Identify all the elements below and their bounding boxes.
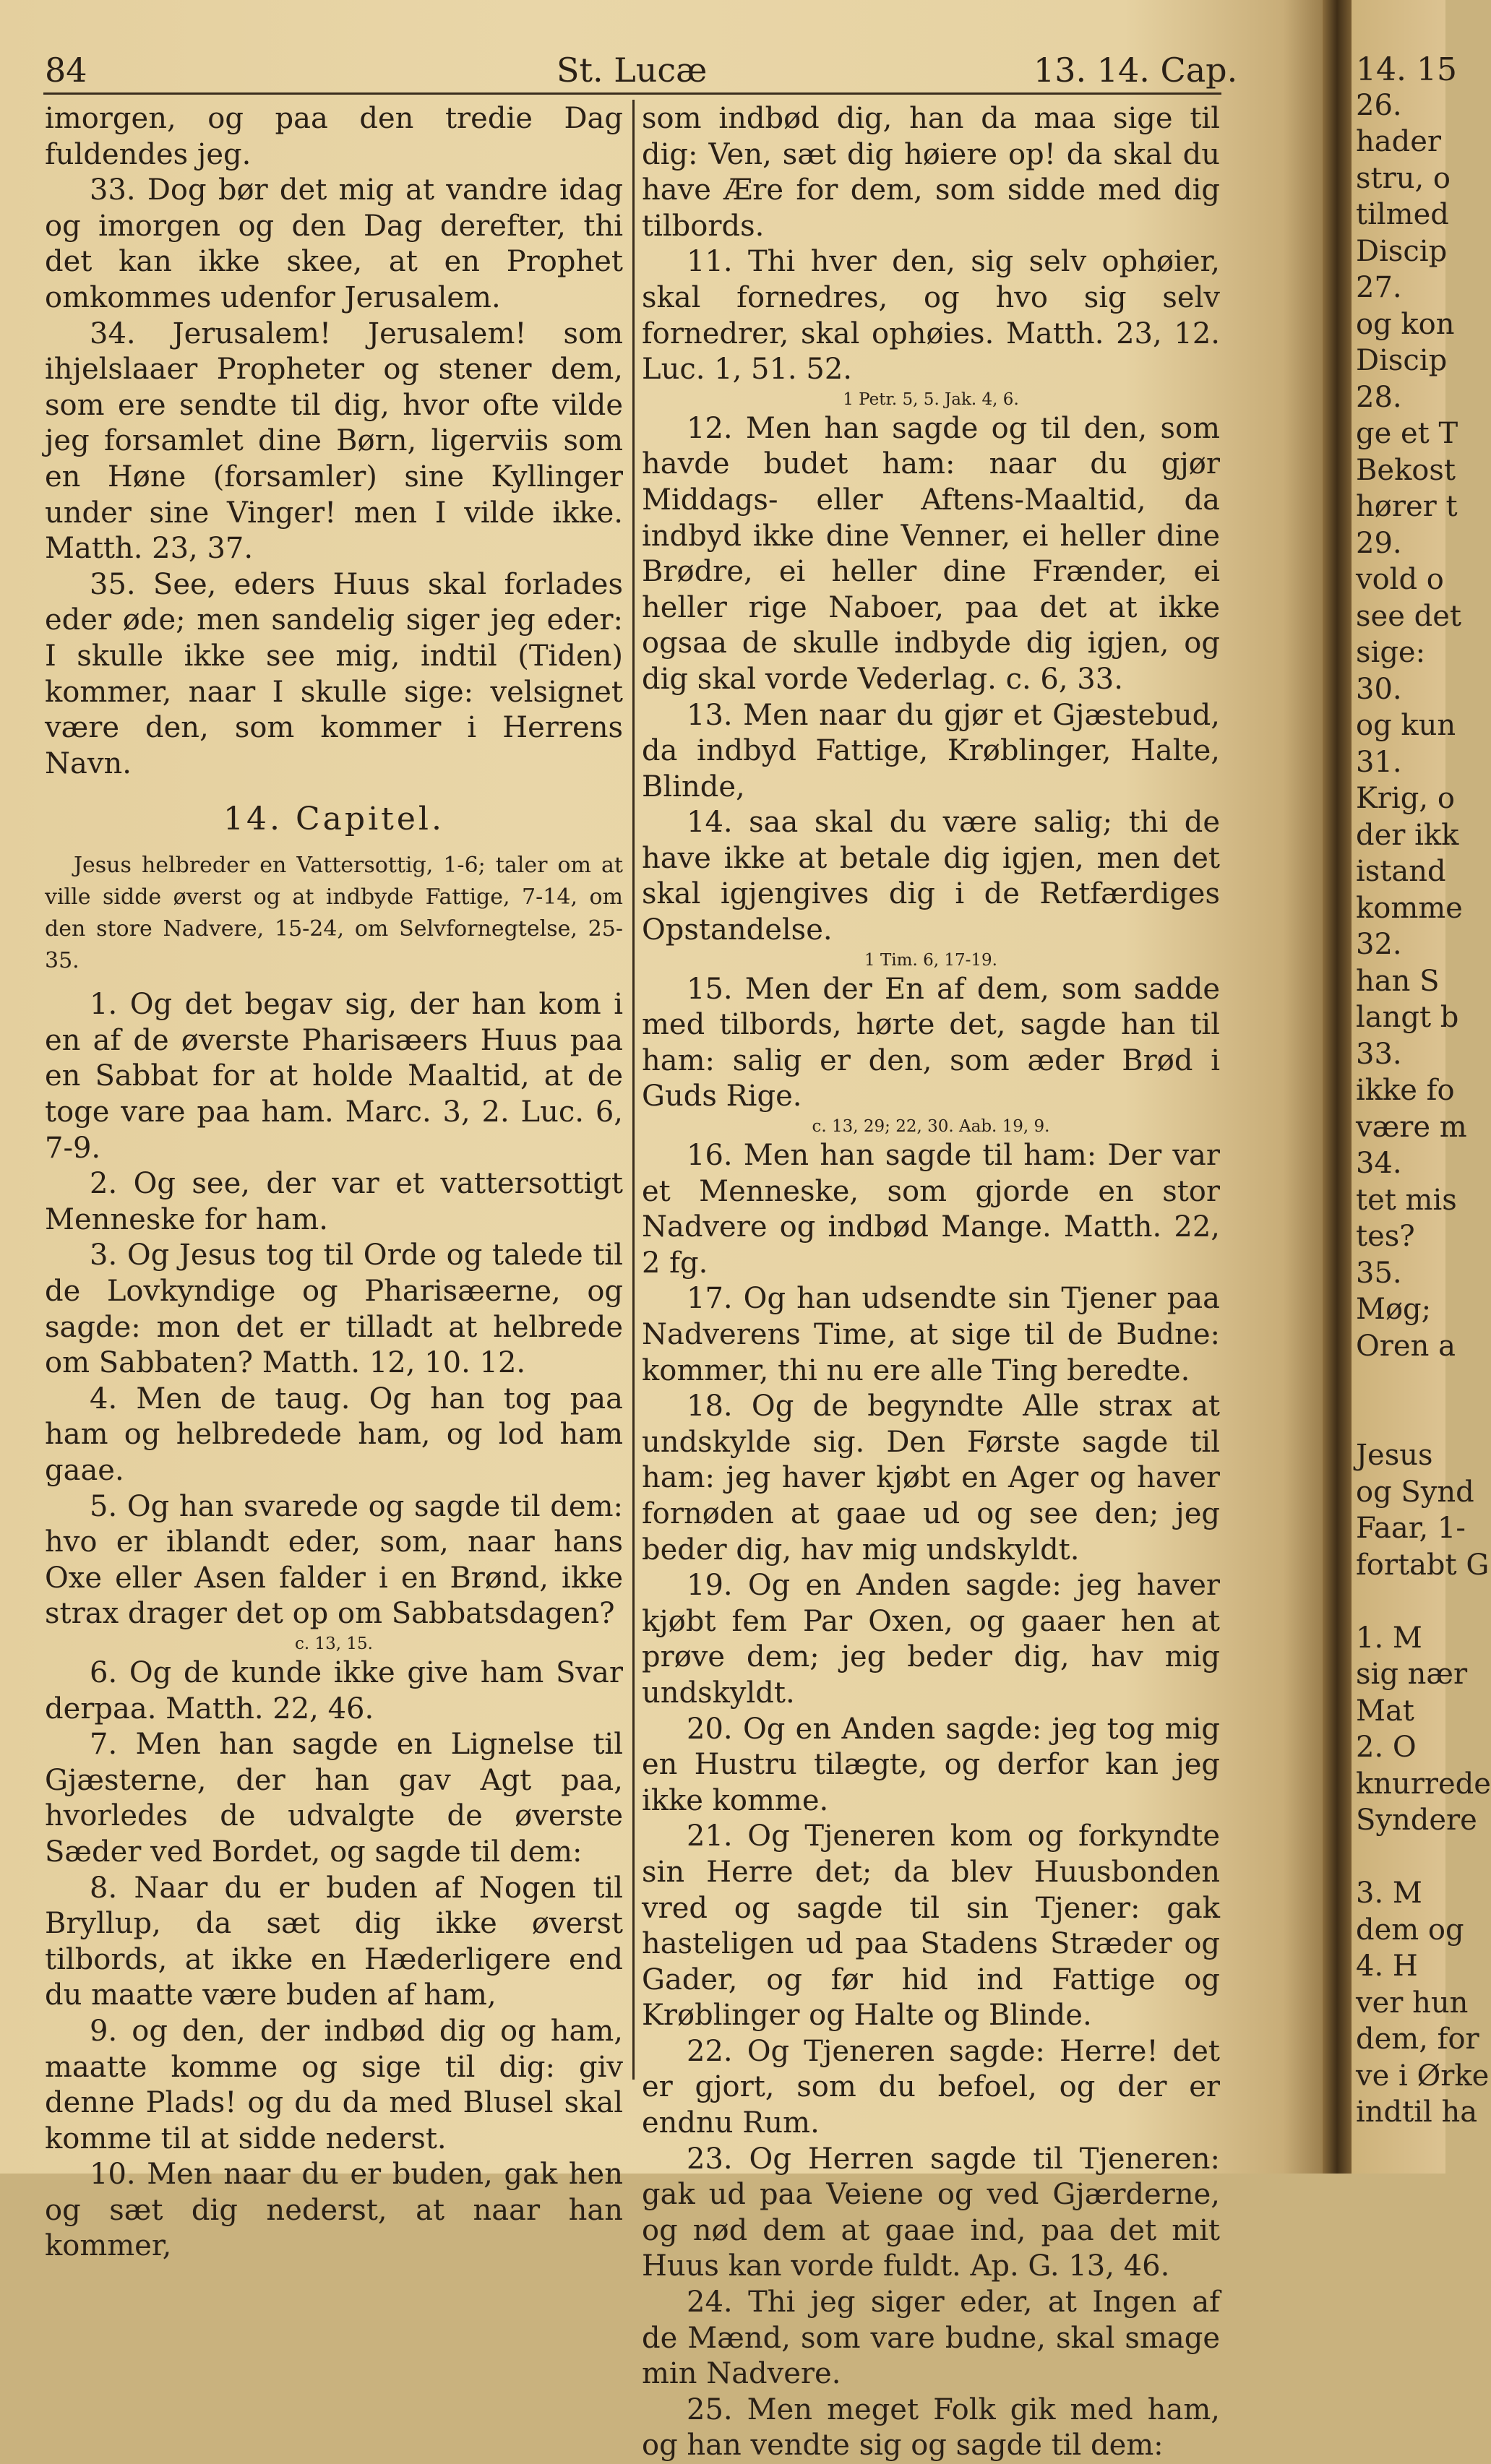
- next-page-line: indtil ha: [1356, 2095, 1478, 2129]
- verse: 22. Og Tjeneren sagde: Herre! det er gjort, som du befoel, og der er endnu Rum.: [642, 2034, 1220, 2140]
- verse: 33. Dog bør det mig at vandre idag og imorgen og den Dag derefter, thi det kan ikke skee, at en Prophet omkommes udenfor Jerusalem.: [45, 173, 623, 314]
- verse: 6. Og de kunde ikke give ham Svar derpaa. Matth. 22, 46.: [45, 1655, 623, 1726]
- cross-reference: c. 13, 29; 22, 30. Aab. 19, 9.: [812, 1117, 1050, 1137]
- next-page-line: fortabt G: [1356, 1548, 1490, 1582]
- verse: 34. Jerusalem! Jerusalem! som ihjelslaaer Propheter og stener dem, som ere sendte til dig, hvor ofte vilde jeg forsamlet dine Børn, ligerviis som en Høne (forsamler) sine Kyllinger under sine Vinger! men I vilde ikke. Matth. 23, 37.: [45, 316, 623, 566]
- next-page-line: være m: [1356, 1110, 1467, 1144]
- verse: 5. Og han svarede og sagde til dem: hvo er iblandt eder, som, naar hans Oxe eller Asen falder i en Brønd, ikke strax drager det op om Sabbatsdagen?: [45, 1489, 623, 1631]
- next-page-line: og Synd: [1356, 1475, 1474, 1509]
- next-page-line: han S: [1356, 964, 1440, 998]
- next-page-edge: [1352, 0, 1491, 2174]
- next-page-line: 32.: [1356, 928, 1402, 961]
- next-page-line: tet mis: [1356, 1183, 1457, 1217]
- left-column: [45, 101, 623, 2265]
- verse: 4. Men de taug. Og han tog paa ham og helbredede ham, og lod ham gaae.: [45, 1382, 623, 1487]
- running-head-book: St. Lucæ: [557, 51, 708, 90]
- next-page-line: og kon: [1356, 307, 1455, 341]
- next-page-line: 2. O: [1356, 1731, 1417, 1764]
- book-gutter: [1323, 0, 1352, 2174]
- cross-reference: c. 13, 15.: [295, 1634, 373, 1653]
- next-page-line: 3. M: [1356, 1877, 1422, 1910]
- next-page-line: 4. H: [1356, 1950, 1418, 1983]
- next-page-line: Faar, 1-: [1356, 1512, 1466, 1545]
- cross-reference: 1 Petr. 5, 5. Jak. 4, 6.: [843, 389, 1019, 409]
- verse: 24. Thi jeg siger eder, at Ingen af de Mænd, som vare budne, skal smage min Nadvere.: [642, 2286, 1220, 2391]
- chapter-summary: Jesus helbreder en Vattersottig, 1-6; taler om at ville sidde øverst og at indbyde Fattige, 7-14, om den store Nadvere, 15-24, om Selvfornegtelse, 25-35.: [45, 853, 623, 974]
- next-page-line: 33.: [1356, 1037, 1402, 1071]
- next-page-line: ikke fo: [1356, 1074, 1455, 1107]
- header-rule: [43, 92, 1221, 95]
- verse: 21. Og Tjeneren kom og forkyndte sin Herre det; da blev Huusbonden vred og sagde til sin Tjener: gak hasteligen ud paa Stadens Stræder og Gader, og før hid ind Fattige og Krøblinger og Halte og Blinde.: [642, 1819, 1220, 2033]
- next-page-line: vold o: [1356, 563, 1444, 596]
- next-page-line: 1. M: [1356, 1621, 1422, 1655]
- next-page-line: istand: [1356, 855, 1446, 888]
- next-page-line: dem og: [1356, 1913, 1464, 1947]
- next-page-line: [1352, 1401, 1445, 1438]
- next-page-line: hader: [1356, 125, 1442, 158]
- next-page-line: 31.: [1356, 745, 1402, 779]
- cross-reference: 1 Tim. 6, 17-19.: [864, 950, 997, 970]
- next-page-line: sig nær: [1356, 1658, 1468, 1691]
- next-page-line: 26.: [1356, 88, 1402, 122]
- verse: imorgen, og paa den tredie Dag fuldendes jeg.: [45, 102, 623, 171]
- next-page-line: 30.: [1356, 672, 1402, 706]
- next-page-line: tes?: [1356, 1220, 1415, 1253]
- verse: 23. Og Herren sagde til Tjeneren: gak ud paa Veiene og ved Gjærderne, og nød dem at gaae ind, paa det mit Huus kan vorde fuldt. Ap. G. 13, 46.: [642, 2142, 1220, 2283]
- verse: 12. Men han sagde og til den, som havde budet ham: naar du gjør Middags- eller Aftens-Maaltid, da indbyd ikke dine Venner, ei heller dine Brødre, ei heller dine Frænder, ei heller rige Naboer, paa det at ikke ogsaa de skulle indbyde dig igjen, og dig skal vorde Vederlag. c. 6, 33.: [642, 411, 1220, 696]
- column-divider: [632, 100, 635, 2080]
- next-page-line: Oren a: [1356, 1329, 1456, 1363]
- verse: 9. og den, der indbød dig og ham, maatte komme og sige til dig: giv denne Plads! og du da med Blusel skal komme til at sidde nederst.: [45, 2014, 623, 2155]
- next-page-line: der ikk: [1356, 818, 1459, 852]
- next-page-line: Krig, o: [1356, 782, 1455, 815]
- next-page-line: knurrede: [1356, 1767, 1491, 1801]
- verse: 25. Men meget Folk gik med ham, og han vendte sig og sagde til dem:: [642, 2392, 1220, 2463]
- running-head-chapters: 13. 14. Cap.: [1034, 51, 1238, 90]
- next-page-line: Bekost: [1356, 453, 1456, 487]
- next-page-line: 35.: [1356, 1256, 1402, 1290]
- next-page-line: Mat: [1356, 1694, 1414, 1728]
- verse: som indbød dig, han da maa sige til dig: Ven, sæt dig høiere op! da skal du have Ære for dem, som sidde med dig tilbords.: [642, 102, 1220, 243]
- next-page-line: ge et T: [1356, 417, 1458, 450]
- next-page-line: 28.: [1356, 380, 1402, 414]
- next-page-line: Discip: [1356, 344, 1448, 377]
- verse: 17. Og han udsendte sin Tjener paa Nadverens Time, at sige til de Budne: kommer, thi nu ere alle Ting beredte.: [642, 1282, 1220, 1387]
- next-page-line: ve i Ørke: [1356, 2059, 1490, 2093]
- verse: 10. Men naar du er buden, gak hen og sæt dig nederst, at naar han kommer,: [45, 2158, 623, 2263]
- verse: 3. Og Jesus tog til Orde og talede til de Lovkyndige og Pharisæerne, og sagde: mon det er tilladt at helbrede om Sabbaten? Matth. 12, 10. 12.: [45, 1239, 623, 1380]
- page-number: 84: [45, 51, 87, 90]
- next-page-line: langt b: [1356, 1001, 1459, 1034]
- verse: 13. Men naar du gjør et Gjæstebud, da indbyd Fattige, Krøblinger, Halte, Blinde,: [642, 698, 1220, 804]
- next-page-line: hører t: [1356, 490, 1458, 523]
- verse: 11. Thi hver den, sig selv ophøier, skal fornedres, og hvo sig selv fornedrer, skal ophøies. Matth. 23, 12. Luc. 1, 51. 52.: [642, 245, 1220, 387]
- chapter-heading: 14. Capitel.: [223, 801, 444, 838]
- verse: 16. Men han sagde til ham: Der var et Menneske, som gjorde en stor Nadvere og indbød Mange. Matth. 22, 2 fg.: [642, 1139, 1220, 1280]
- verse: 19. Og en Anden sagde: jeg haver kjøbt fem Par Oxen, og gaaer hen at prøve dem; jeg beder dig, hav mig undskyldt.: [642, 1569, 1220, 1710]
- next-page-line: Møg;: [1356, 1293, 1432, 1326]
- verse: 1. Og det begav sig, der han kom i en af de øverste Pharisæers Huus paa en Sabbat for at holde Maaltid, at de toge vare paa ham. Marc. 3, 2. Luc. 6, 7-9.: [45, 988, 623, 1165]
- next-page-line: dem, for: [1356, 2023, 1479, 2056]
- next-page-line: Jesus: [1356, 1439, 1433, 1472]
- verse: 7. Men han sagde en Lignelse til Gjæsterne, der han gav Agt paa, hvorledes de udvalgte de øverste Sæder ved Bordet, og sagde til dem:: [45, 1728, 623, 1869]
- next-page-line: Syndere: [1356, 1804, 1477, 1837]
- verse: 8. Naar du er buden af Nogen til Bryllup, da sæt dig ikke øverst tilbords, at ikke en Hæderligere end du maatte være buden af ham,: [45, 1871, 623, 2012]
- next-page-line: 27.: [1356, 271, 1402, 304]
- verse: 35. See, eders Huus skal forlades eder øde; men sandelig siger jeg eder: I skulle ikke see mig, indtil (Tiden) kommer, naar I skulle sige: velsignet være den, som kommer i Herrens Navn.: [45, 567, 623, 780]
- next-page-line: ver hun: [1356, 1986, 1469, 2020]
- verse: 20. Og en Anden sagde: jeg tog mig en Hustru tilægte, og derfor kan jeg ikke komme.: [642, 1712, 1220, 1817]
- verse: 2. Og see, der var et vattersottigt Menneske for ham.: [45, 1167, 623, 1236]
- right-column: [642, 101, 1220, 2464]
- verse: 15. Men der En af dem, som sadde med tilbords, hørte det, sagde han til ham: salig er den, som æder Brød i Guds Rige.: [642, 972, 1220, 1113]
- verse: 14. saa skal du være salig; thi de have ikke at betale dig igjen, men det skal igjengives dig i de Retfærdiges Opstandelse.: [642, 806, 1220, 947]
- next-page-line: tilmed: [1356, 198, 1449, 231]
- next-page-line: komme: [1356, 891, 1463, 925]
- next-page-line: [1352, 1364, 1445, 1401]
- next-page-line: stru, o: [1356, 161, 1451, 195]
- next-page-line: 34.: [1356, 1147, 1402, 1180]
- verse: 18. Og de begyndte Alle strax at undskylde sig. Den Første sagde til ham: jeg haver kjøbt en Ager og haver fornøden at gaae ud og see den; jeg beder dig, hav mig undskyldt.: [642, 1390, 1220, 1567]
- next-page-line: [1352, 1839, 1445, 1876]
- next-page-line: see det: [1356, 599, 1461, 633]
- next-page-line: sige:: [1356, 636, 1426, 669]
- next-page-line: og kun: [1356, 709, 1456, 742]
- next-page-line: [1352, 1583, 1445, 1620]
- next-page-text: [1352, 87, 1491, 2131]
- next-page-line: Discip: [1356, 234, 1448, 268]
- next-page-line: 29.: [1356, 526, 1402, 560]
- next-page-header: 14. 15: [1356, 51, 1457, 88]
